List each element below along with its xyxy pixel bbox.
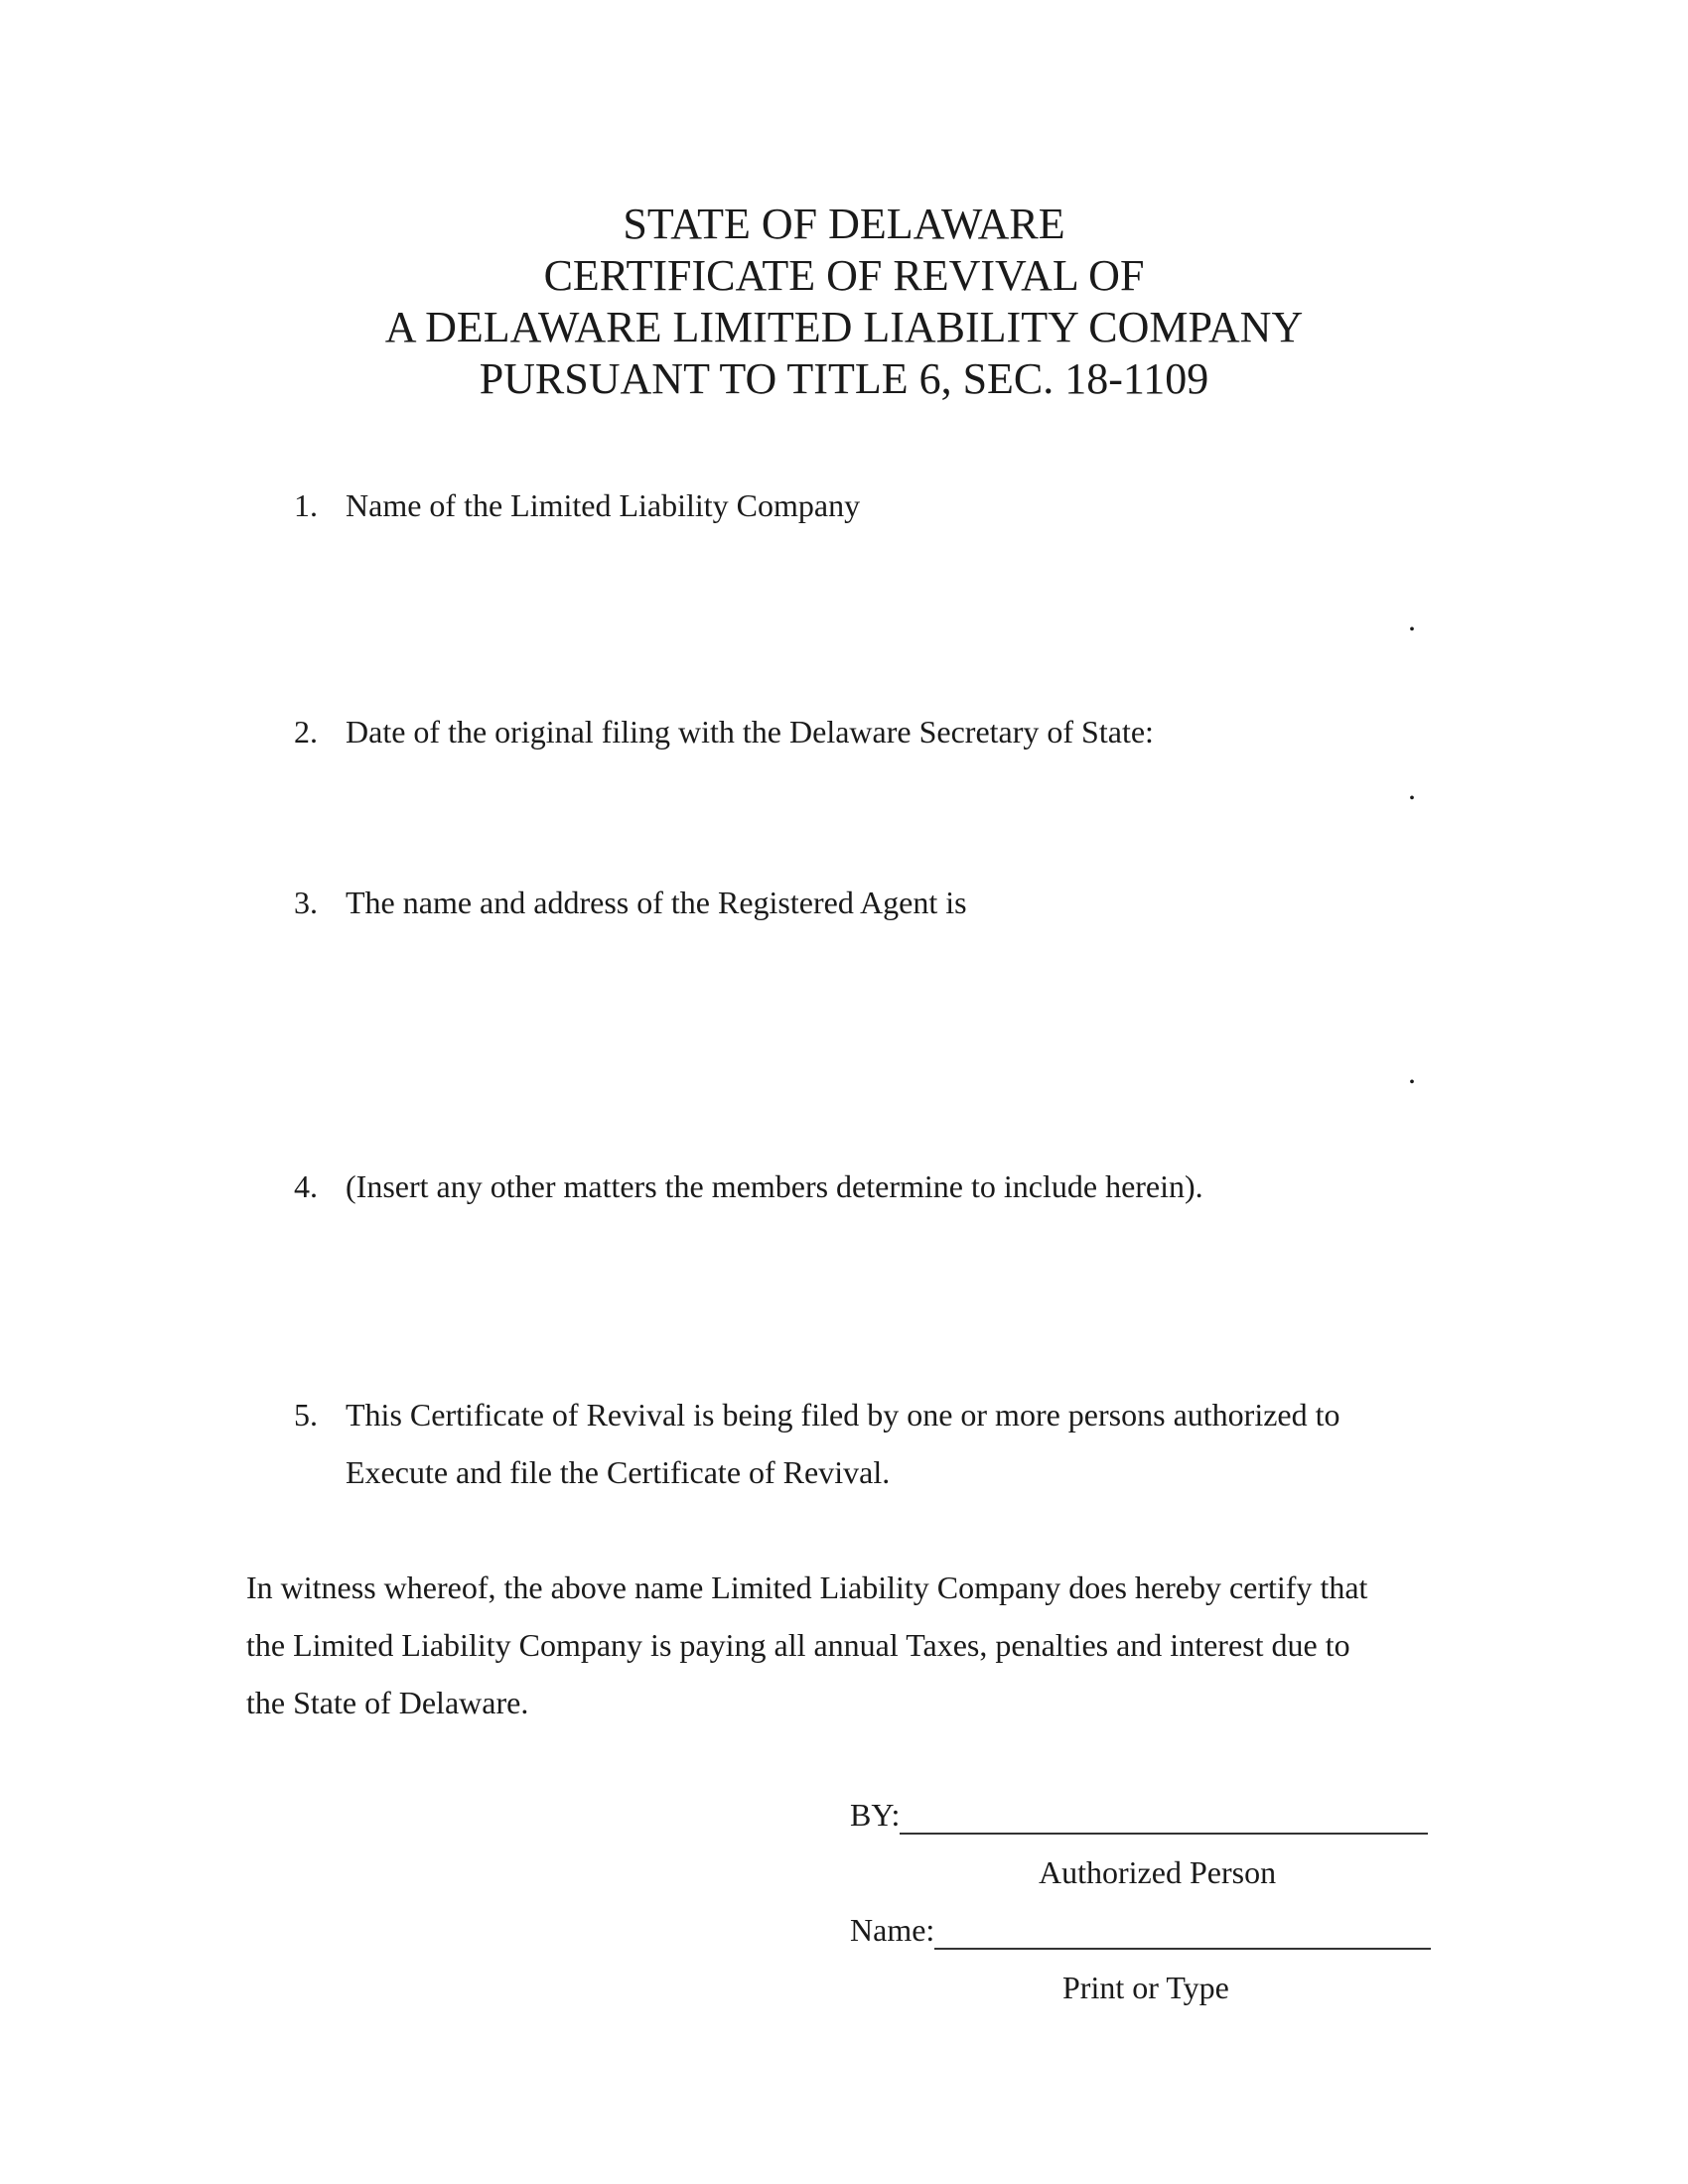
title-line-2: CERTIFICATE OF REVIVAL OF xyxy=(543,251,1145,300)
item-2-number: 2. xyxy=(294,714,318,750)
name-print-line[interactable] xyxy=(934,1914,1431,1950)
name-label: Name: xyxy=(850,1912,935,1948)
item-2-blank-end-mark: . xyxy=(1408,770,1416,806)
witness-paragraph xyxy=(246,1559,1458,1731)
item-4-text: (Insert any other matters the members determine to include herein). xyxy=(346,1168,1203,1204)
witness-line-3: the State of Delaware. xyxy=(246,1685,529,1720)
item-4-number: 4. xyxy=(294,1168,318,1204)
item-3-number: 3. xyxy=(294,885,318,920)
by-label: BY: xyxy=(850,1797,901,1833)
item-1-number: 1. xyxy=(294,487,318,523)
by-signature-row xyxy=(850,1795,1428,1835)
item-5-text-line-2: Execute and file the Certificate of Revival. xyxy=(346,1454,891,1490)
by-signature-line[interactable] xyxy=(900,1799,1428,1835)
authorized-person-caption: Authorized Person xyxy=(1039,1854,1277,1890)
item-3-blank-end-mark: . xyxy=(1408,1054,1416,1090)
item-1-text: Name of the Limited Liability Company xyxy=(346,487,861,523)
print-or-type-caption: Print or Type xyxy=(1062,1970,1229,2005)
document-title xyxy=(0,199,1688,405)
item-2-text: Date of the original filing with the Delaware Secretary of State: xyxy=(346,714,1154,750)
title-line-4: PURSUANT TO TITLE 6, SEC. 18-1109 xyxy=(479,354,1209,403)
item-5-number: 5. xyxy=(294,1397,318,1433)
name-signature-row xyxy=(850,1910,1431,1950)
item-1-blank-end-mark: . xyxy=(1408,602,1416,637)
item-5-text-line-1: This Certificate of Revival is being filed by one or more persons authorized to xyxy=(346,1397,1340,1433)
title-line-1: STATE OF DELAWARE xyxy=(623,200,1065,248)
witness-line-2: the Limited Liability Company is paying all annual Taxes, penalties and interest due to xyxy=(246,1627,1350,1663)
title-line-3: A DELAWARE LIMITED LIABILITY COMPANY xyxy=(384,303,1304,351)
witness-line-1: In witness whereof, the above name Limited Liability Company does hereby certify that xyxy=(246,1570,1368,1605)
item-3-text: The name and address of the Registered Agent is xyxy=(346,885,967,920)
